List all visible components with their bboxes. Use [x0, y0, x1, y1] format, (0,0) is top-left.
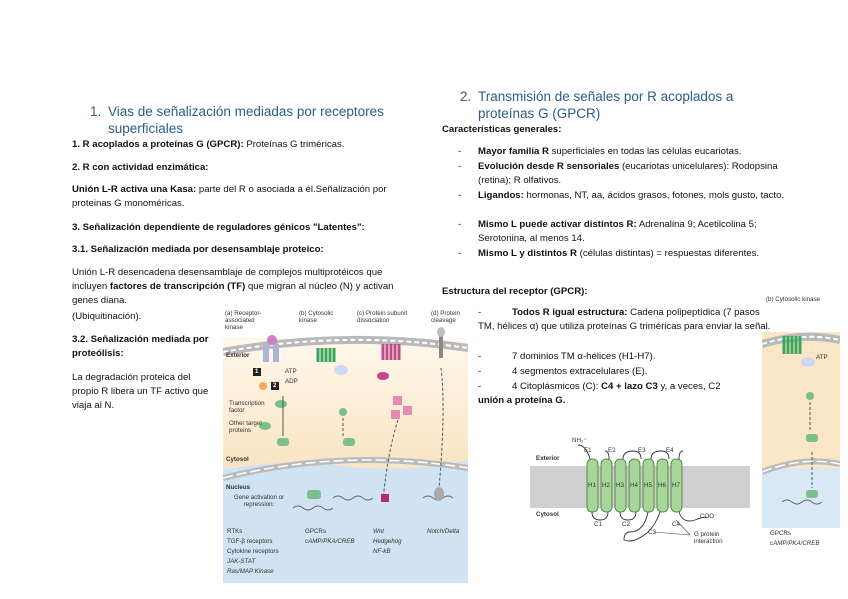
- mid-h1: H1: [588, 482, 596, 489]
- right-bullet-4: - Mismo L puede activar distintos R: Adrenalina 9; Acetilcolina 5; Serotonina, al menos 14.: [458, 219, 757, 244]
- step-2: 2: [273, 382, 277, 389]
- col-a-2: TGF-β receptors: [227, 538, 273, 545]
- panel-c-title: (c) Protein subunit dissociation: [357, 310, 408, 324]
- mid-h4: H4: [630, 482, 638, 489]
- col-a-4: JAK-STAT: [227, 558, 256, 565]
- mid-coo: COO⁻: [700, 513, 718, 520]
- mid-cytosol: Cytosol: [536, 511, 559, 518]
- left-p8: La degradación proteica del propio R libera un TF activo que viaja al N.: [72, 372, 209, 411]
- right-fig-atp: ATP: [816, 354, 828, 361]
- right-sub2: Estructura del receptor (GPCR):: [442, 286, 588, 297]
- struct-1: - Todos R igual estructura: Cadena polipeptídica (7 pasos TM, hélices α) que utiliza proteínas G triméricas para enviar la señal.: [478, 307, 771, 332]
- col-a-1: RTKs: [227, 528, 243, 535]
- adp-a: ADP: [285, 378, 298, 385]
- panel-a-title: (a) Receptor-associated kinase: [225, 310, 262, 331]
- left-p5: 3.1. Señalización mediada por desensamblaje proteico:: [72, 244, 324, 255]
- col-c-1: Wnt: [373, 528, 385, 535]
- left-p7: 3.2. Señalización mediada por proteólisis:: [72, 334, 209, 359]
- col-b-1: GPCRs: [305, 528, 326, 535]
- panel-b-title: (b) Cytosolic kinase: [299, 310, 334, 324]
- left-heading-number: 1.: [90, 104, 102, 119]
- struct-3: - 4 segmentos extracelulares (E).: [478, 366, 648, 377]
- mid-e3: E3: [638, 447, 646, 454]
- gpcr-structure-figure: [530, 435, 750, 550]
- mid-h3: H3: [616, 482, 624, 489]
- mid-e1: E1: [584, 447, 592, 454]
- right-bullet-5: - Mismo L y distintos R (células distintas) = respuestas diferentes.: [458, 248, 760, 259]
- panel-d-title: (d) Protein cleavage: [431, 310, 460, 324]
- left-p4: 3. Señalización dependiente de reguladores génicos "Latentes":: [72, 222, 365, 233]
- mid-c2: C2: [622, 521, 630, 528]
- mid-c4: C4: [672, 521, 680, 528]
- left-p6c: (Ubiquitinación).: [72, 311, 142, 322]
- right-bullet-1: - Mayor familia R superficiales en todas las células eucariotas.: [458, 146, 742, 157]
- pathways-figure: [223, 308, 468, 583]
- right-bullet-3: - Ligandos: hormonas, NT, aa, ácidos grasos, fotones, mols gusto, tacto.: [458, 190, 785, 201]
- col-b-2: cAMP/PKA/CREB: [305, 538, 355, 545]
- left-p1: 1. R acoplados a proteínas G (GPCR): Proteínas G triméricas.: [72, 139, 345, 150]
- struct-4b: unión a proteína G.: [478, 395, 566, 406]
- right-fig-title: (b) Cytosolic kinase: [766, 296, 820, 303]
- right-heading-number: 2.: [460, 89, 472, 104]
- struct-4: - 4 Citoplásmicos (C): C4 + lazo C3 y, a veces, C2: [478, 381, 721, 392]
- mid-h6: H6: [658, 482, 666, 489]
- right-cropped-figure: [762, 292, 840, 552]
- cytosol-label: Cytosol: [226, 456, 249, 463]
- gene-activation-label: Gene activation or repression:: [233, 494, 285, 508]
- col-c-2: Hedgehog: [373, 538, 402, 545]
- mid-c1: C1: [594, 521, 602, 528]
- right-fig-camp: cAMP/PKA/CREB: [770, 540, 820, 547]
- atp-a: ATP: [285, 368, 297, 375]
- mid-gprotein: G protein interaction: [694, 531, 723, 545]
- col-c-3: NF-kB: [373, 548, 391, 555]
- right-fig-gpcrs: GPCRs: [770, 530, 791, 537]
- left-p2: 2. R con actividad enzimática:: [72, 162, 209, 173]
- other-target-label: Other target proteins: [229, 420, 263, 434]
- left-p6: Unión L-R desencadena desensamblaje de complejos multiprotéicos que incluyen factores de transcripción (TF) que migran al núcleo (N) y activan genes diana.: [72, 267, 394, 306]
- col-d-1: Notch/Delta: [427, 528, 460, 535]
- step-1: 1: [255, 368, 259, 375]
- mid-e2: E2: [608, 447, 616, 454]
- tf-label: Transcription factor: [229, 400, 265, 414]
- exterior-label: Exterior: [226, 352, 250, 359]
- right-sub1: Características generales:: [442, 124, 562, 135]
- mid-exterior: Exterior: [536, 455, 560, 462]
- left-heading: Vias de señalización mediadas por receptores superficiales: [108, 104, 384, 136]
- mid-c3: C3: [648, 529, 656, 536]
- mid-h7: H7: [672, 482, 680, 489]
- mid-e4: E4: [666, 447, 674, 454]
- col-a-5: Ras/MAP Kinase: [227, 568, 274, 575]
- struct-2: - 7 dominios TM α-hélices (H1-H7).: [478, 351, 656, 362]
- nucleus-label: Nucleus: [226, 484, 251, 491]
- col-a-3: Cytokine receptors: [227, 548, 279, 555]
- right-bullet-2: - Evolución desde R sensoriales (eucariotas unicelulares): Rodopsina (retina); R olfativos.: [458, 161, 778, 186]
- mid-h5: H5: [644, 482, 652, 489]
- mid-nh3: NH₃⁺: [572, 437, 587, 444]
- left-p3: Unión L-R activa una Kasa: parte del R o asociada a él.Señalización por proteinas G monoméricas.: [72, 184, 387, 209]
- right-heading: Transmisión de señales por R acoplados a proteínas G (GPCR): [478, 89, 734, 121]
- mid-h2: H2: [602, 482, 610, 489]
